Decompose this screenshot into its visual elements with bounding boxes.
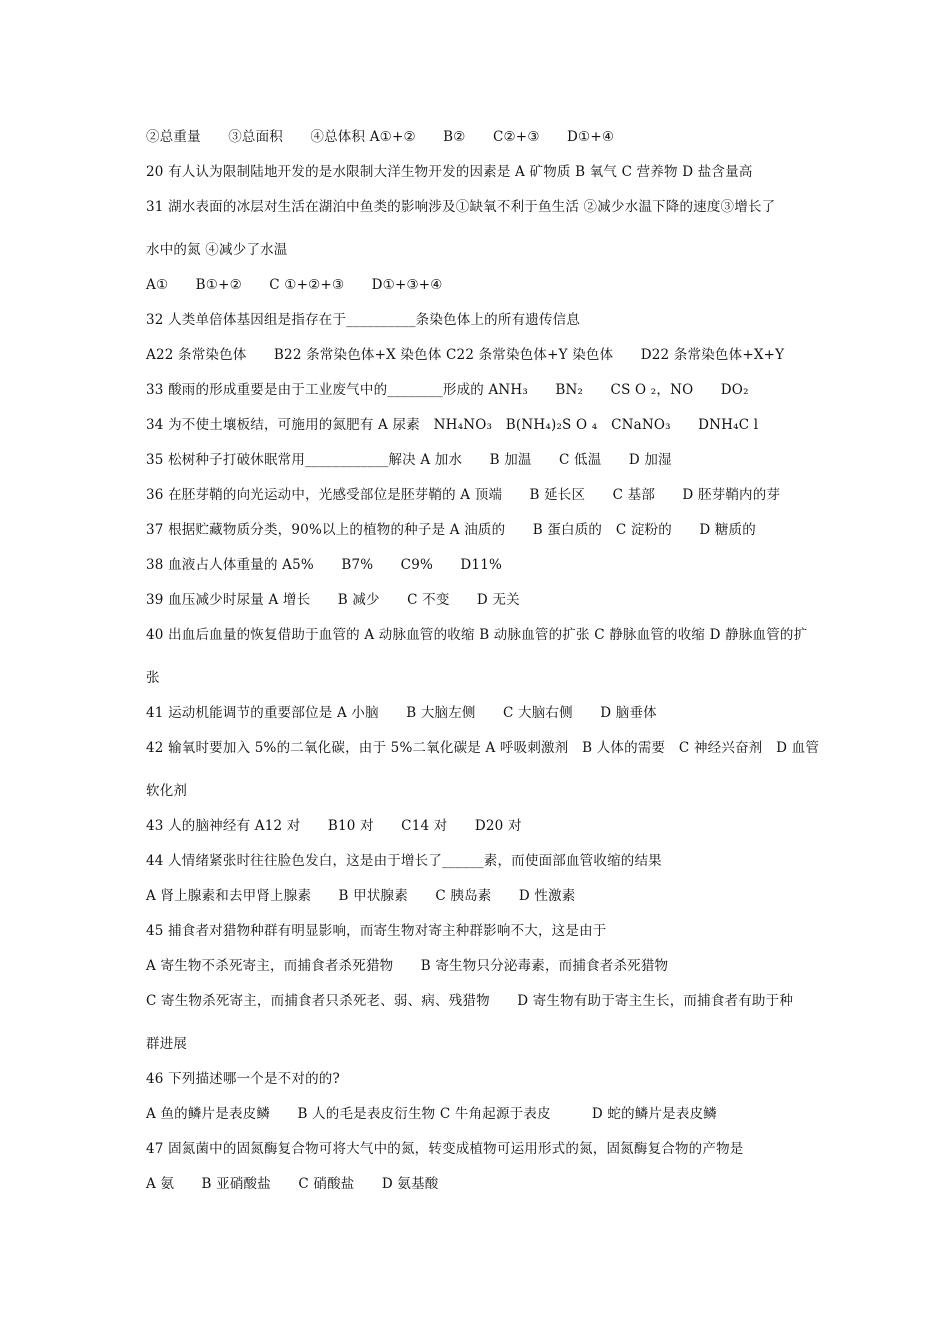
text-line: 41 运动机能调节的重要部位是 A 小脑 B 大脑左侧 C 大脑右侧 D 脑垂体 [146, 705, 657, 721]
text-line: 37 根据贮藏物质分类，90%以上的植物的种子是 A 油质的 B 蛋白质的 C 淀粉的 D 糖质的 [146, 522, 756, 538]
text-line: 20 有人认为限制陆地开发的是水限制大洋生物开发的因素是 A 矿物质 B 氧气 C 营养物 D 盐含量高 [146, 164, 753, 180]
text-line: 31 湖水表面的冰层对生活在湖泊中鱼类的影响涉及①缺氧不利于鱼生活 ②减少水温下降的速度③增长了 [146, 199, 776, 215]
text-line: 张 [146, 670, 160, 686]
text-line: A 鱼的鳞片是表皮鳞 B 人的毛是表皮衍生物 C 牛角起源于表皮 D 蛇的鳞片是表皮鳞 [146, 1106, 717, 1122]
text-line: 34 为不使土壤板结，可施用的氮肥有 A 尿素 NH₄NO₃ B(NH₄)₂S O ₄ CNaNO₃ DNH₄C l [146, 417, 759, 433]
text-line: A① B①+② C ①+②+③ D①+③+④ [146, 277, 443, 293]
text-line: 42 输氧时要加入 5%的二氧化碳，由于 5%二氧化碳是 A 呼吸刺激剂 B 人体的需要 C 神经兴奋剂 D 血管 [146, 740, 820, 756]
text-line: 46 下列描述哪一个是不对的的? [146, 1071, 340, 1087]
text-line: A 肾上腺素和去甲肾上腺素 B 甲状腺素 C 胰岛素 D 性激素 [146, 888, 576, 904]
text-line: 33 酸雨的形成重要是由于工业废气中的________形成的 ANH₃ BN₂ CS O ₂，NO DO₂ [146, 382, 749, 398]
text-line: 44 人情绪紧张时往往脸色发白，这是由于增长了______素，而使面部血管收缩的结果 [146, 853, 662, 869]
text-line: A 氨 B 亚硝酸盐 C 硝酸盐 D 氨基酸 [146, 1176, 439, 1192]
text-line: 32 人类单倍体基因组是指存在于__________条染色体上的所有遗传信息 [146, 312, 581, 328]
text-line: 47 固氮菌中的固氮酶复合物可将大气中的氮，转变成植物可运用形式的氮，固氮酶复合物的产物是 [146, 1141, 744, 1157]
text-line: 38 血液占人体重量的 A5% B7% C9% D11% [146, 557, 503, 573]
text-line: 39 血压减少时尿量 A 增长 B 减少 C 不变 D 无关 [146, 592, 520, 608]
text-line: 40 出血后血量的恢复借助于血管的 A 动脉血管的收缩 B 动脉血管的扩张 C 静脉血管的收缩 D 静脉血管的扩 [146, 627, 808, 643]
text-line: A 寄生物不杀死寄主，而捕食者杀死猎物 B 寄生物只分泌毒素，而捕食者杀死猎物 [146, 958, 669, 974]
text-line: 45 捕食者对猎物种群有明显影响，而寄生物对寄主种群影响不大，这是由于 [146, 923, 607, 939]
text-line: ②总重量 ③总面积 ④总体积 A①+② B② C②+③ D①+④ [146, 129, 615, 145]
text-line: 36 在胚芽鞘的向光运动中，光感受部位是胚芽鞘的 A 顶端 B 延长区 C 基部 D 胚芽鞘内的芽 [146, 487, 781, 503]
text-line: 群进展 [146, 1036, 188, 1052]
text-line: 软化剂 [146, 783, 188, 799]
text-line: A22 条常染色体 B22 条常染色体+X 染色体 C22 条常染色体+Y 染色体 D22 条常染色体+X+Y [146, 347, 785, 363]
text-line: C 寄生物杀死寄主，而捕食者只杀死老、弱、病、残猎物 D 寄生物有助于寄主生长，而捕食者有助于种 [146, 993, 794, 1009]
text-line: 43 人的脑神经有 A12 对 B10 对 C14 对 D20 对 [146, 818, 522, 834]
text-line: 35 松树种子打破休眠常用____________解决 A 加水 B 加温 C 低温 D 加湿 [146, 452, 672, 468]
text-line: 水中的氮 ④减少了水温 [146, 242, 288, 258]
